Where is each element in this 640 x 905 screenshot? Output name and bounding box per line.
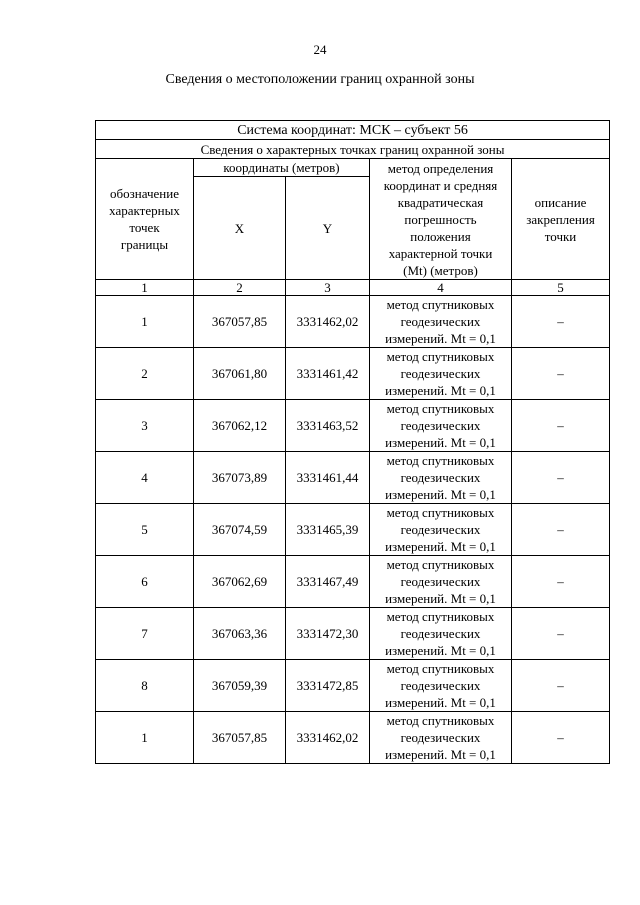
table-row — [96, 296, 610, 348]
method-line: геодезических — [400, 366, 481, 381]
method-header-line: (Mt) (метров) — [403, 262, 478, 278]
method-cell — [370, 400, 512, 452]
method-line: геодезических — [400, 678, 481, 693]
method-line: измерений. Mt = 0,1 — [385, 695, 496, 710]
point-designation: 6 — [96, 556, 194, 608]
method-header-line: квадратическая — [397, 194, 484, 210]
fixing-description: – — [512, 400, 610, 452]
column-number: 1 — [96, 280, 194, 296]
point-designation: 5 — [96, 504, 194, 556]
table-row — [96, 504, 610, 556]
method-line: измерений. Mt = 0,1 — [385, 539, 496, 554]
method-line: измерений. Mt = 0,1 — [385, 383, 496, 398]
coordinate-x: 367073,89 — [194, 452, 286, 504]
method-line: метод спутниковых — [386, 505, 495, 520]
method-line: метод спутниковых — [386, 661, 495, 676]
method-line: геодезических — [400, 470, 481, 485]
designation-header-line: характерных — [109, 203, 180, 218]
point-designation: 1 — [96, 296, 194, 348]
coordinate-x: 367059,39 — [194, 660, 286, 712]
designation-header-line: границы — [120, 237, 169, 252]
method-header-line: положения — [410, 228, 471, 244]
point-designation: 3 — [96, 400, 194, 452]
point-designation: 4 — [96, 452, 194, 504]
coordinate-y: 3331465,39 — [286, 504, 370, 556]
designation-header — [96, 159, 194, 280]
method-line: измерений. Mt = 0,1 — [385, 591, 496, 606]
method-line: метод спутниковых — [386, 557, 495, 572]
coordinate-y: 3331461,44 — [286, 452, 370, 504]
table-row — [96, 608, 610, 660]
method-line: метод спутниковых — [386, 349, 495, 364]
coordinate-x: 367063,36 — [194, 608, 286, 660]
point-designation: 8 — [96, 660, 194, 712]
coordinate-x: 367057,85 — [194, 296, 286, 348]
fixing-description: – — [512, 296, 610, 348]
column-number: 3 — [286, 280, 370, 296]
fixing-description: – — [512, 348, 610, 400]
method-line: метод спутниковых — [386, 401, 495, 416]
designation-header-line: обозначение — [110, 186, 179, 201]
method-line: измерений. Mt = 0,1 — [385, 331, 496, 346]
y-header: Y — [286, 177, 370, 280]
point-designation: 2 — [96, 348, 194, 400]
method-line: метод спутниковых — [386, 609, 495, 624]
method-line: метод спутниковых — [386, 453, 495, 468]
method-cell — [370, 712, 512, 764]
point-designation: 7 — [96, 608, 194, 660]
page-number: 24 — [313, 42, 327, 57]
method-line: метод спутниковых — [386, 297, 495, 312]
coordinate-x: 367062,12 — [194, 400, 286, 452]
fixing-description: – — [512, 556, 610, 608]
table-row — [96, 556, 610, 608]
method-cell — [370, 452, 512, 504]
method-cell — [370, 660, 512, 712]
column-number: 4 — [370, 280, 512, 296]
table-row — [96, 348, 610, 400]
description-header-line: описание — [534, 194, 587, 210]
coordinates-header: координаты (метров) — [194, 159, 370, 177]
method-line: геодезических — [400, 418, 481, 433]
coordinate-y: 3331472,30 — [286, 608, 370, 660]
coordinate-x: 367057,85 — [194, 712, 286, 764]
description-header — [512, 159, 610, 280]
description-header-line: закрепления — [526, 211, 595, 227]
coordinate-y: 3331463,52 — [286, 400, 370, 452]
column-number: 2 — [194, 280, 286, 296]
method-cell — [370, 348, 512, 400]
designation-header-line: точек — [129, 220, 160, 235]
method-line: измерений. Mt = 0,1 — [385, 747, 496, 762]
method-line: измерений. Mt = 0,1 — [385, 487, 496, 502]
method-cell — [370, 608, 512, 660]
column-number: 5 — [512, 280, 610, 296]
method-header-line: погрешность — [404, 211, 477, 227]
method-header — [370, 159, 512, 280]
method-line: геодезических — [400, 730, 481, 745]
method-line: метод спутниковых — [386, 713, 495, 728]
table-row — [96, 660, 610, 712]
coordinate-y: 3331467,49 — [286, 556, 370, 608]
coordinate-x: 367061,80 — [194, 348, 286, 400]
fixing-description: – — [512, 712, 610, 764]
coordinates-table — [95, 120, 610, 764]
method-header-line: метод определения — [387, 160, 494, 176]
fixing-description: – — [512, 608, 610, 660]
fixing-description: – — [512, 504, 610, 556]
fixing-description: – — [512, 660, 610, 712]
fixing-description: – — [512, 452, 610, 504]
method-header-line: координат и средняя — [383, 177, 498, 193]
table-row — [96, 712, 610, 764]
coordinate-y: 3331462,02 — [286, 296, 370, 348]
method-line: геодезических — [400, 314, 481, 329]
table-row — [96, 452, 610, 504]
x-header: X — [194, 177, 286, 280]
method-cell — [370, 296, 512, 348]
coordinate-system-header: Система координат: МСК – субъект 56 — [96, 121, 610, 140]
method-line: геодезических — [400, 626, 481, 641]
boundary-points-header: Сведения о характерных точках границ охранной зоны — [96, 140, 610, 159]
document-title: Сведения о местоположении границ охранной зоны — [165, 72, 475, 87]
method-cell — [370, 556, 512, 608]
coordinate-y: 3331472,85 — [286, 660, 370, 712]
method-line: геодезических — [400, 522, 481, 537]
method-header-line: характерной точки — [388, 245, 493, 261]
coordinate-y: 3331461,42 — [286, 348, 370, 400]
method-line: геодезических — [400, 574, 481, 589]
method-cell — [370, 504, 512, 556]
method-line: измерений. Mt = 0,1 — [385, 643, 496, 658]
point-designation: 1 — [96, 712, 194, 764]
coordinate-y: 3331462,02 — [286, 712, 370, 764]
method-line: измерений. Mt = 0,1 — [385, 435, 496, 450]
description-header-line: точки — [544, 228, 577, 244]
table-row — [96, 400, 610, 452]
coordinate-x: 367074,59 — [194, 504, 286, 556]
coordinate-x: 367062,69 — [194, 556, 286, 608]
